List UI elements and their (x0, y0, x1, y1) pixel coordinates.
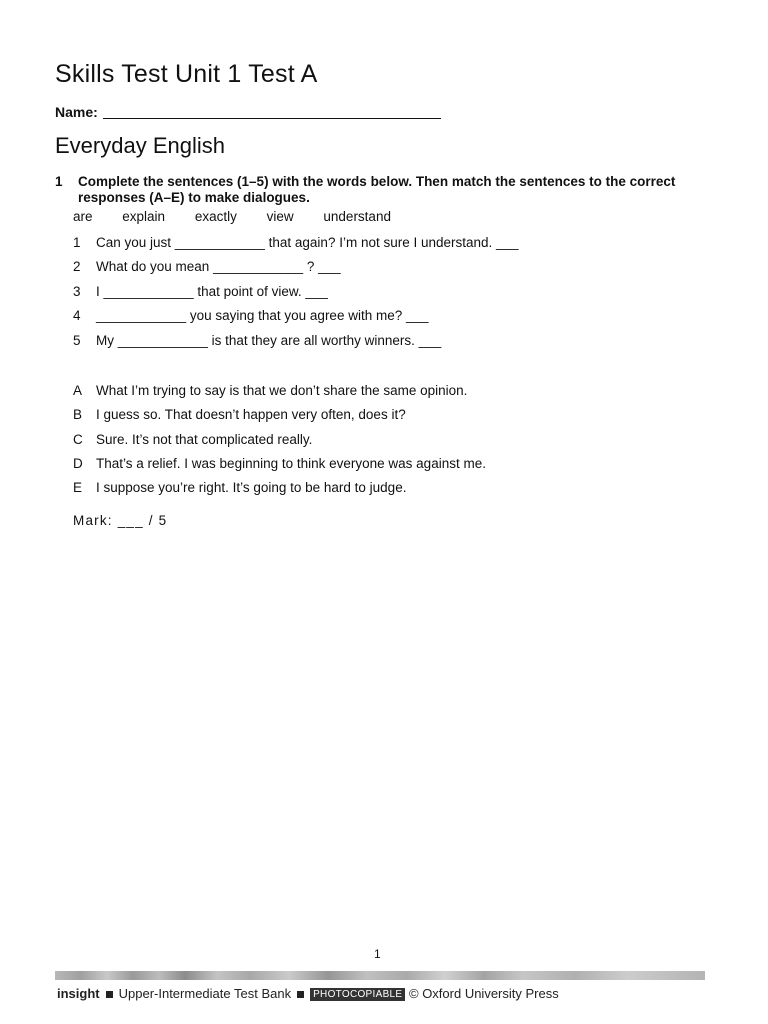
footer-image-band (55, 971, 705, 980)
response-label: D (73, 456, 83, 471)
response-item (73, 480, 406, 495)
word-bank (73, 209, 417, 224)
sentence-item (73, 259, 341, 274)
sentence-item (73, 308, 429, 323)
page-title: Skills Test Unit 1 Test A (55, 60, 318, 88)
response-label: C (73, 432, 83, 447)
page-number: 1 (374, 947, 381, 961)
sentence-item (73, 284, 328, 299)
sentence-label: 5 (73, 333, 81, 348)
sentence-text: My ____________ is that they are all worthy winners. ___ (96, 333, 442, 348)
response-label: E (73, 480, 83, 495)
sentence-text: I ____________ that point of view. ___ (96, 284, 328, 299)
sentence-text: ____________ you saying that you agree with me? ___ (96, 308, 429, 323)
response-text: That’s a relief. I was beginning to think everyone was against me. (96, 456, 486, 471)
question-instruction: Complete the sentences (1–5) with the words below. Then match the sentences to the correct responses (A–E) to make dialogues. (78, 174, 676, 205)
response-text: What I’m trying to say is that we don’t share the same opinion. (96, 383, 468, 398)
footer-product: Upper-Intermediate Test Bank (118, 986, 292, 1001)
response-item (73, 456, 486, 471)
square-bullet-icon (297, 991, 304, 998)
response-item (73, 383, 467, 398)
sentence-label: 1 (73, 235, 81, 250)
response-text: I suppose you’re right. It’s going to be hard to judge. (96, 480, 407, 495)
footer-copyright: © Oxford University Press (409, 986, 559, 1001)
name-answer-line[interactable] (103, 118, 441, 119)
section-title: Everyday English (55, 133, 225, 158)
response-item (73, 432, 312, 447)
response-item (73, 407, 406, 422)
word-bank-item: understand (323, 209, 391, 224)
response-text: I guess so. That doesn’t happen very often, does it? (96, 407, 406, 422)
question-number: 1 (55, 174, 63, 189)
footer (57, 986, 559, 1001)
word-bank-item: explain (122, 209, 166, 224)
sentence-label: 3 (73, 284, 81, 299)
sentence-text: What do you mean ____________ ? ___ (96, 259, 341, 274)
sentence-item (73, 333, 441, 348)
sentence-text: Can you just ____________ that again? I’m not sure I understand. ___ (96, 235, 519, 250)
mark-score: Mark: ___ / 5 (73, 513, 168, 528)
photocopiable-badge: PHOTOCOPIABLE (310, 988, 405, 1001)
sentence-label: 4 (73, 308, 81, 323)
response-text: Sure. It’s not that complicated really. (96, 432, 313, 447)
word-bank-item: view (266, 209, 294, 224)
word-bank-item: exactly (194, 209, 237, 224)
response-label: B (73, 407, 83, 422)
sentence-item (73, 235, 519, 250)
footer-brand: insight (57, 986, 100, 1001)
word-bank-item: are (73, 209, 93, 224)
name-label: Name: (55, 104, 98, 120)
square-bullet-icon (106, 991, 113, 998)
response-label: A (73, 383, 83, 398)
sentence-label: 2 (73, 259, 81, 274)
